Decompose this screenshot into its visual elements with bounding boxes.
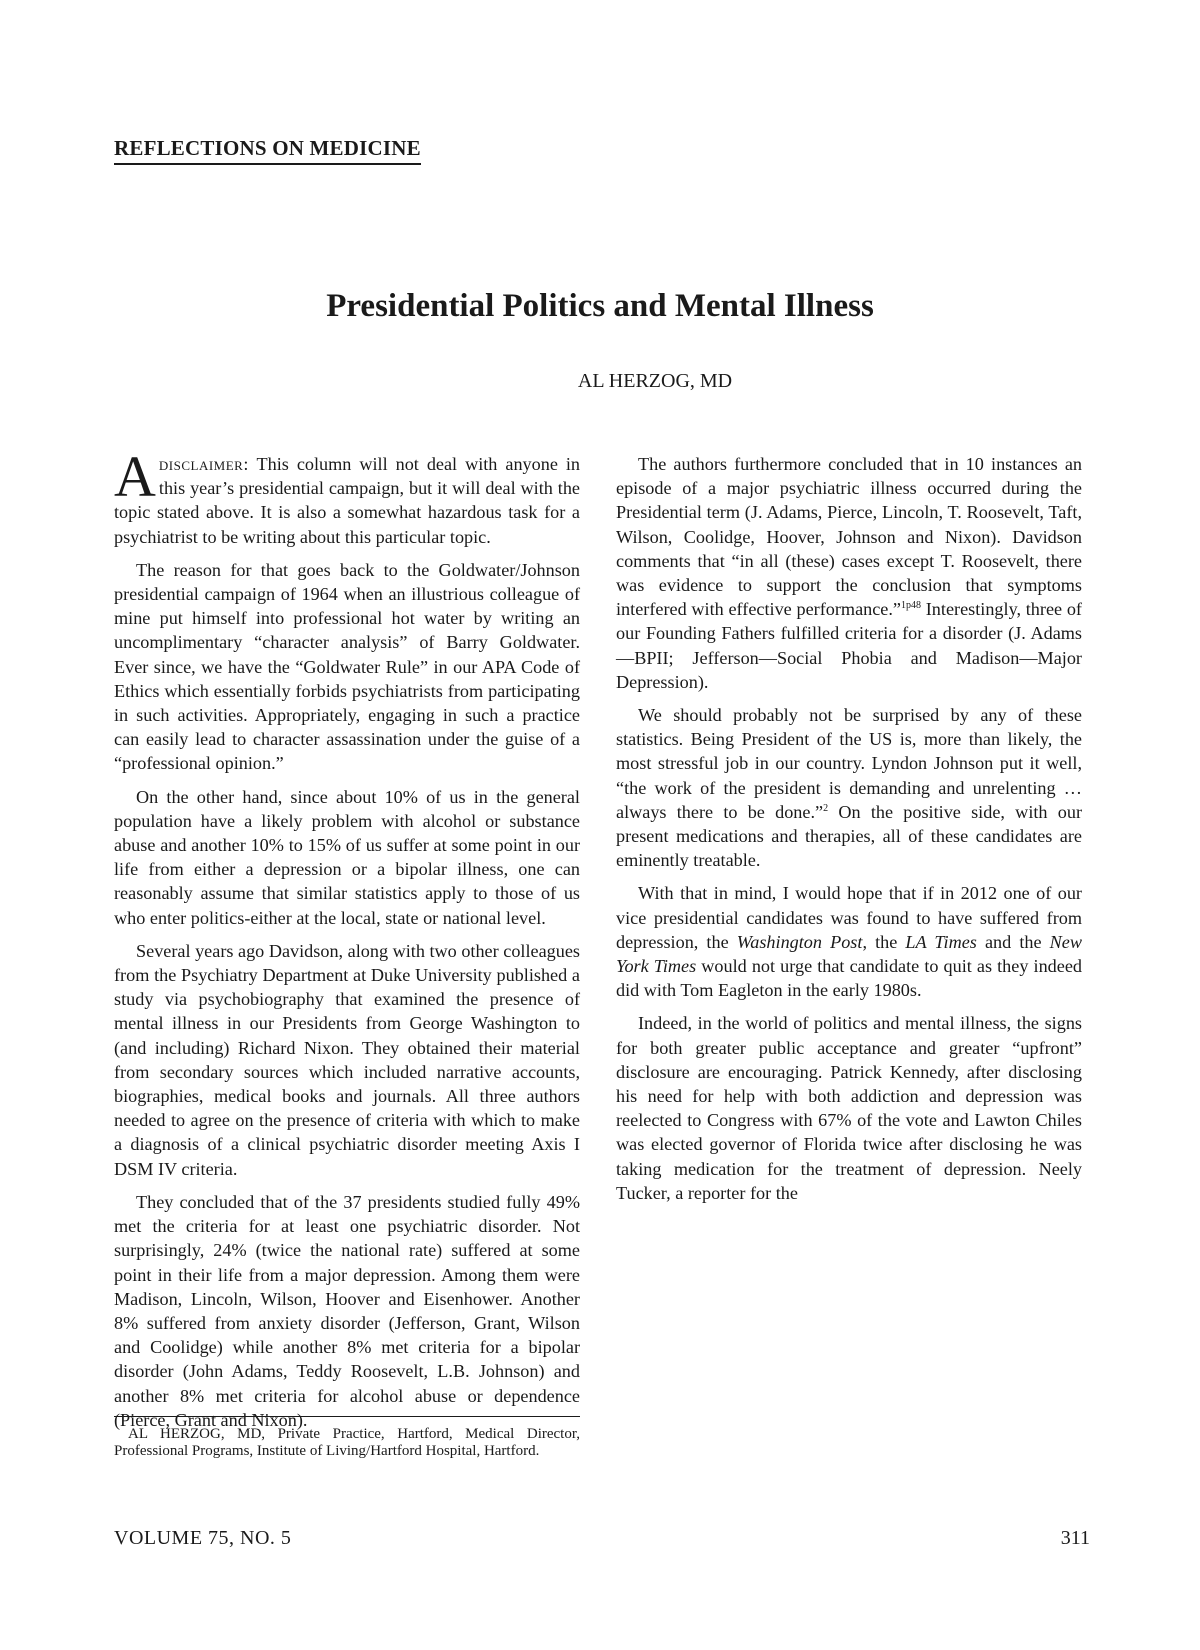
- journal-volume: VOLUME 75, NO. 5: [114, 1527, 292, 1549]
- paragraph-4: Several years ago Davidson, along with two other colleagues from the Psychiatry Department at Duke University published a study via psychobiography that examined the presence of mental illness in our Presidents from George Washington to (and including) Richard Nixon. They obtained their material from secondary sources which included narrative accounts, biographies, medical books and journals. All three authors needed to agree on the presence of criteria with which to make a diagnosis of a clinical psychiatric disorder meeting Axis I DSM IV criteria.: [114, 940, 580, 1179]
- paragraph-6-text-a: The authors furthermore concluded that in 10 instances an episode of a major psychiatric illness occurred during the Presidential term (J. Adams, Pierce, Lincoln, T. Roosevelt, Taft, Wilson, Coolidge, Hoover, Johnson and Nixon). Davidson comments that “in all (these) cases except T. Roosevelt, there was evidence to support the conclusion that symptoms interfered with effective performance.”: [616, 454, 1082, 620]
- article-title: Presidential Politics and Mental Illness: [326, 288, 874, 324]
- paragraph-6: [616, 452, 1082, 694]
- paragraph-7-text-b: On the positive side, with our present medications and therapies, all of these candidates are eminently treatable.: [616, 801, 1083, 871]
- paragraph-3: On the other hand, since about 10% of us in the general population have a likely problem with alcohol or substance abuse and another 10% to 15% of us suffer at some point in our life from either a depression or a bipolar illness, one can reasonably assume that similar statistics apply to those of us who enter politics-either at the local, state or national level.: [114, 786, 580, 928]
- paragraph-8: [616, 881, 1082, 1002]
- column-right: [616, 452, 1082, 1214]
- paragraph-9: Indeed, in the world of politics and mental illness, the signs for both greater public acceptance and greater “upfront” disclosure are encouraging. Patrick Kennedy, after disclosing his need for help with both addiction and depression was reelected to Congress with 67% of the vote and Lawton Chiles was elected governor of Florida twice after disclosing he was taking medication for the treatment of depression. Neely Tucker, a reporter for the: [616, 1013, 1082, 1203]
- paragraph-7: [616, 703, 1082, 872]
- washington-post: Washington Post: [736, 931, 863, 952]
- la-times: LA Times: [905, 931, 977, 952]
- paragraph-2: The reason for that goes back to the Goldwater/Johnson presidential campaign of 1964 when an illustrious colleague of mine put himself into professional hot water by writing an uncomplimentary “character analysis” of Barry Goldwater. Ever since, we have the “Goldwater Rule” in our APA Code of Ethics which essentially forbids psychiatrists from participating in such activities. Appropriately, engaging in such a practice can easily lead to character assassination under the guise of a “professional opinion.”: [114, 559, 580, 774]
- paragraph-5: They concluded that of the 37 presidents studied fully 49% met the criteria for at least one psychiatric disorder. Not surprisingly, 24% (twice the national rate) suffered at some point in their life from a major depression. Among them were Madison, Lincoln, Wilson, Hoover and Eisenhower. Another 8% suffered from anxiety disorder (Jefferson, Grant, Wilson and Coolidge) while another 8% met criteria for a bipolar disorder (John Adams, Teddy Roosevelt, L.B. Johnson) and another 8% met criteria for alcohol abuse or dependence (Pierce, Grant and Nixon).: [114, 1191, 580, 1430]
- column-left: [114, 444, 580, 1432]
- footnote-divider: [114, 1416, 580, 1417]
- paragraph-8-text-b: , the: [862, 931, 906, 952]
- paragraph-6-text-b: Interestingly, three of our Founding Fathers fulfilled criteria for a disorder (J. Adams—BPII; Jefferson—Social Phobia and Madison—Major Depression).: [616, 599, 1082, 692]
- section-heading: REFLECTIONS ON MEDICINE: [114, 136, 421, 165]
- page-number: 311: [1060, 1527, 1090, 1549]
- paragraph-8-text-d: would not urge that candidate to quit as they indeed did with Tom Eagleton in the early 1980s.: [616, 956, 1083, 1001]
- author-footnote: AL HERZOG, MD, Private Practice, Hartford, Medical Director, Professional Programs, Institute of Living/Hartford Hospital, Hartford.: [114, 1426, 580, 1459]
- citation-1: 1p48: [901, 600, 921, 612]
- paragraph-1-text: This column will not deal with anyone in this year’s presidential campaign, but it will deal with the topic stated above. It is also a somewhat hazardous task for a psychiatrist to be writing about this particular topic.: [114, 454, 580, 547]
- paragraph-8-text-a: With that in mind, I would hope that if in 2012 one of our vice presidential candidates was found to have suffered from depression, the: [616, 883, 1082, 952]
- citation-2: 2: [823, 802, 829, 814]
- article-author: AL HERZOG, MD: [577, 370, 733, 392]
- paragraph-7-text-a: We should probably not be surprised by any of these statistics. Being President of the US is, more than likely, the most stressful job in our country. Lyndon Johnson put it well, “the work of the president is demanding and unrelenting … always there to be done.”: [616, 705, 1082, 822]
- drop-cap: A: [114, 444, 156, 509]
- disclaimer-label: disclaimer:: [158, 454, 249, 474]
- new-york-times: New York Times: [616, 931, 1082, 977]
- paragraph-8-text-c: and the: [976, 931, 1050, 952]
- paragraph-1: [114, 444, 580, 549]
